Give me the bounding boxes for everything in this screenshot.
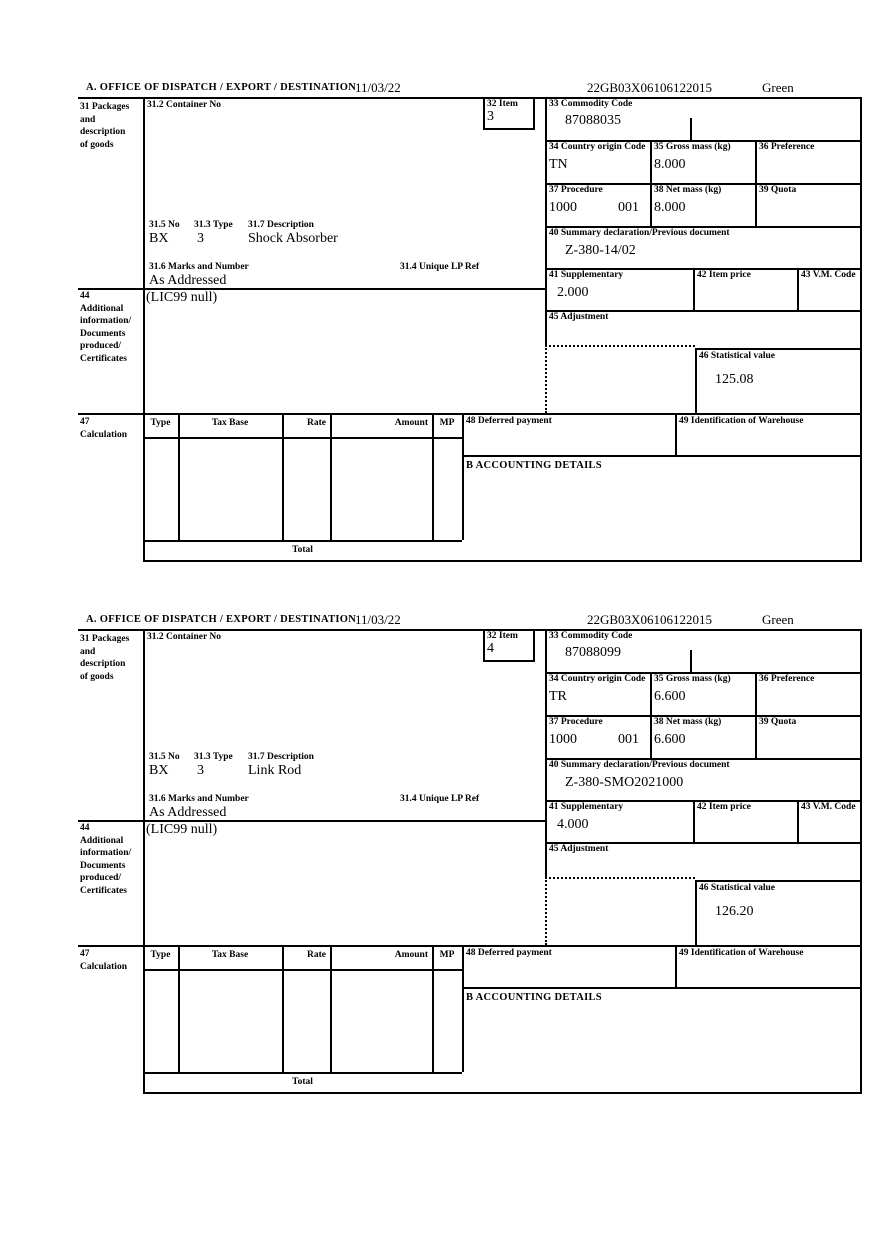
box46-statistical-value: 125.08 (715, 372, 754, 387)
box42-item-price-label: 42 Item price (697, 270, 751, 280)
calc-col-mp: MP (439, 950, 455, 960)
calc-divider-type (178, 413, 180, 540)
calc-divider-rate (330, 413, 332, 540)
declaration-item-section (78, 78, 864, 564)
divider-line-commodity (690, 118, 692, 140)
divider-line-box46-left (695, 348, 697, 413)
box36-preference-label: 36 Preference (759, 142, 815, 152)
box40-previous-document-label: 40 Summary declaration/Previous document (549, 228, 730, 238)
dotted-line-horizontal (545, 345, 695, 347)
box44-additional-label: 44 Additional information/ Documents produced/ Certificates (80, 291, 132, 364)
divider-line-right (860, 629, 862, 1094)
divider-line-bottom (143, 1092, 862, 1094)
box316-marks-label: 31.6 Marks and Number (149, 794, 249, 804)
box32-item-value: 3 (487, 109, 494, 124)
box45-adjustment-label: 45 Adjustment (549, 844, 609, 854)
box39-quota-label: 39 Quota (759, 717, 797, 727)
declaration-date: 11/03/22 (355, 612, 401, 627)
box38-net-mass-label: 38 Net mass (kg) (654, 717, 722, 727)
box35-gross-mass-value: 6.600 (654, 689, 686, 704)
box40-previous-document-label: 40 Summary declaration/Previous document (549, 760, 730, 770)
dotted-line-horizontal (545, 877, 695, 879)
box315-no-label: 31.5 No (149, 220, 180, 230)
box315-no-label: 31.5 No (149, 752, 180, 762)
box37-procedure-label: 37 Procedure (549, 717, 603, 727)
box41-supplementary-value: 4.000 (557, 817, 589, 832)
calc-col-amount: Amount (394, 418, 428, 428)
box32-item-label: 32 Item (487, 631, 518, 641)
box48-deferred-payment-label: 48 Deferred payment (466, 416, 552, 426)
divider-line-col42 (797, 800, 799, 842)
box32-item-label: 32 Item (487, 99, 518, 109)
office-of-dispatch-label: A. OFFICE OF DISPATCH / EXPORT / DESTINATION (86, 614, 357, 625)
box34-country-origin-label: 34 Country origin Code (549, 674, 646, 684)
calc-col-amount: Amount (394, 950, 428, 960)
declaration-item-section (78, 610, 864, 1096)
box34-country-origin-label: 34 Country origin Code (549, 142, 646, 152)
box47-calculation-label: 47 Calculation (80, 417, 127, 440)
box38-net-mass-label: 38 Net mass (kg) (654, 185, 722, 195)
calc-total-label: Total (292, 545, 313, 555)
calc-col-tax-base: Tax Base (211, 418, 249, 428)
divider-line-box46-top (695, 348, 862, 350)
accounting-details-label: B ACCOUNTING DETAILS (466, 460, 602, 471)
divider-line-right-block (545, 629, 547, 877)
box312-container-no-label: 31.2 Container No (147, 100, 221, 110)
box316-marks-value: As Addressed (149, 273, 227, 288)
calc-total-label: Total (292, 1077, 313, 1087)
box44-additional-label: 44 Additional information/ Documents produced/ Certificates (80, 823, 132, 896)
declaration-date: 11/03/22 (355, 80, 401, 95)
box313-type-value: 3 (197, 231, 204, 246)
box36-preference-label: 36 Preference (759, 674, 815, 684)
box42-item-price-label: 42 Item price (697, 802, 751, 812)
divider-line-box47 (78, 413, 862, 415)
divider-line-label-column (143, 97, 145, 562)
box31-packages-label: 31 Packages and description of goods (80, 102, 130, 150)
box40-previous-document-value: Z-380-14/02 (565, 243, 636, 258)
box41-supplementary-label: 41 Supplementary (549, 270, 624, 280)
divider-line-box48-bottom (462, 987, 862, 989)
box37-procedure-label: 37 Procedure (549, 185, 603, 195)
calc-header-bottom-line (143, 437, 462, 439)
box41-supplementary-value: 2.000 (557, 285, 589, 300)
box43-vm-code-label: 43 V.M. Code (801, 270, 856, 280)
calc-body-bottom-line (143, 1072, 462, 1074)
box47-calculation-label: 47 Calculation (80, 949, 127, 972)
box35-gross-mass-value: 8.000 (654, 157, 686, 172)
calc-divider-type (178, 945, 180, 1072)
divider-line-col42 (797, 268, 799, 310)
box317-description-value: Link Rod (248, 763, 302, 778)
calc-col-tax-base: Tax Base (211, 950, 249, 960)
box37-procedure-value: 1000 (549, 732, 577, 747)
box41-supplementary-label: 41 Supplementary (549, 802, 624, 812)
box314-unique-lp-ref-label: 31.4 Unique LP Ref (400, 794, 480, 804)
box315-no-value: BX (149, 231, 169, 246)
calc-divider-mp (462, 413, 464, 540)
divider-line-box48-49 (675, 413, 677, 455)
box313-type-label: 31.3 Type (194, 752, 233, 762)
box317-description-label: 31.7 Description (248, 752, 314, 762)
divider-line-top (78, 629, 862, 631)
office-of-dispatch-label: A. OFFICE OF DISPATCH / EXPORT / DESTINATION (86, 82, 357, 93)
calc-col-type: Type (150, 950, 171, 960)
calc-col-mp: MP (439, 418, 455, 428)
calc-body-bottom-line (143, 540, 462, 542)
box314-unique-lp-ref-label: 31.4 Unique LP Ref (400, 262, 480, 272)
box40-previous-document-value: Z-380-SMO2021000 (565, 775, 684, 790)
divider-line-label-column (143, 629, 145, 1094)
box32-item-value: 4 (487, 641, 494, 656)
box37-procedure-extra-value: 001 (618, 200, 639, 215)
calc-divider-taxbase (282, 945, 284, 1072)
divider-line-col41 (693, 268, 695, 310)
calc-col-type: Type (150, 418, 171, 428)
box46-statistical-value-label: 46 Statistical value (699, 351, 775, 361)
divider-line-box46-left (695, 880, 697, 945)
routing-status: Green (762, 80, 794, 95)
box35-gross-mass-label: 35 Gross mass (kg) (654, 142, 731, 152)
calc-divider-amount (432, 413, 434, 540)
calc-divider-mp (462, 945, 464, 1072)
box38-net-mass-value: 8.000 (654, 200, 686, 215)
box37-procedure-value: 1000 (549, 200, 577, 215)
calc-col-rate: Rate (307, 418, 326, 428)
routing-status: Green (762, 612, 794, 627)
calc-header-bottom-line (143, 969, 462, 971)
divider-line-box46-top (695, 880, 862, 882)
dotted-line-vertical (545, 345, 547, 413)
box49-warehouse-label: 49 Identification of Warehouse (679, 416, 804, 426)
box313-type-value: 3 (197, 763, 204, 778)
box33-commodity-code-value: 87088099 (565, 645, 621, 660)
box33-commodity-code-label: 33 Commodity Code (549, 99, 633, 109)
movement-reference-number: 22GB03X06106122015 (587, 612, 712, 627)
divider-line-right (860, 97, 862, 562)
divider-line-right-block (545, 97, 547, 345)
divider-line-box47 (78, 945, 862, 947)
box38-net-mass-value: 6.600 (654, 732, 686, 747)
box43-vm-code-label: 43 V.M. Code (801, 802, 856, 812)
box33-commodity-code-label: 33 Commodity Code (549, 631, 633, 641)
divider-line-col41 (693, 800, 695, 842)
box34-country-origin-value: TR (549, 689, 567, 704)
box49-warehouse-label: 49 Identification of Warehouse (679, 948, 804, 958)
box313-type-label: 31.3 Type (194, 220, 233, 230)
calc-col-rate: Rate (307, 950, 326, 960)
box37-procedure-extra-value: 001 (618, 732, 639, 747)
box31-packages-label: 31 Packages and description of goods (80, 634, 130, 682)
box48-deferred-payment-label: 48 Deferred payment (466, 948, 552, 958)
box44-additional-value: (LIC99 null) (146, 290, 218, 305)
calc-divider-amount (432, 945, 434, 1072)
movement-reference-number: 22GB03X06106122015 (587, 80, 712, 95)
accounting-details-label: B ACCOUNTING DETAILS (466, 992, 602, 1003)
box316-marks-value: As Addressed (149, 805, 227, 820)
box315-no-value: BX (149, 763, 169, 778)
box35-gross-mass-label: 35 Gross mass (kg) (654, 674, 731, 684)
divider-line-box48-49 (675, 945, 677, 987)
dotted-line-vertical (545, 877, 547, 945)
box46-statistical-value: 126.20 (715, 904, 754, 919)
calc-divider-rate (330, 945, 332, 1072)
box317-description-label: 31.7 Description (248, 220, 314, 230)
box34-country-origin-value: TN (549, 157, 568, 172)
divider-line-top (78, 97, 862, 99)
box33-commodity-code-value: 87088035 (565, 113, 621, 128)
box317-description-value: Shock Absorber (248, 231, 338, 246)
divider-line-commodity (690, 650, 692, 672)
box312-container-no-label: 31.2 Container No (147, 632, 221, 642)
box44-additional-value: (LIC99 null) (146, 822, 218, 837)
box316-marks-label: 31.6 Marks and Number (149, 262, 249, 272)
box39-quota-label: 39 Quota (759, 185, 797, 195)
box46-statistical-value-label: 46 Statistical value (699, 883, 775, 893)
calc-divider-taxbase (282, 413, 284, 540)
box45-adjustment-label: 45 Adjustment (549, 312, 609, 322)
divider-line-box48-bottom (462, 455, 862, 457)
divider-line-bottom (143, 560, 862, 562)
